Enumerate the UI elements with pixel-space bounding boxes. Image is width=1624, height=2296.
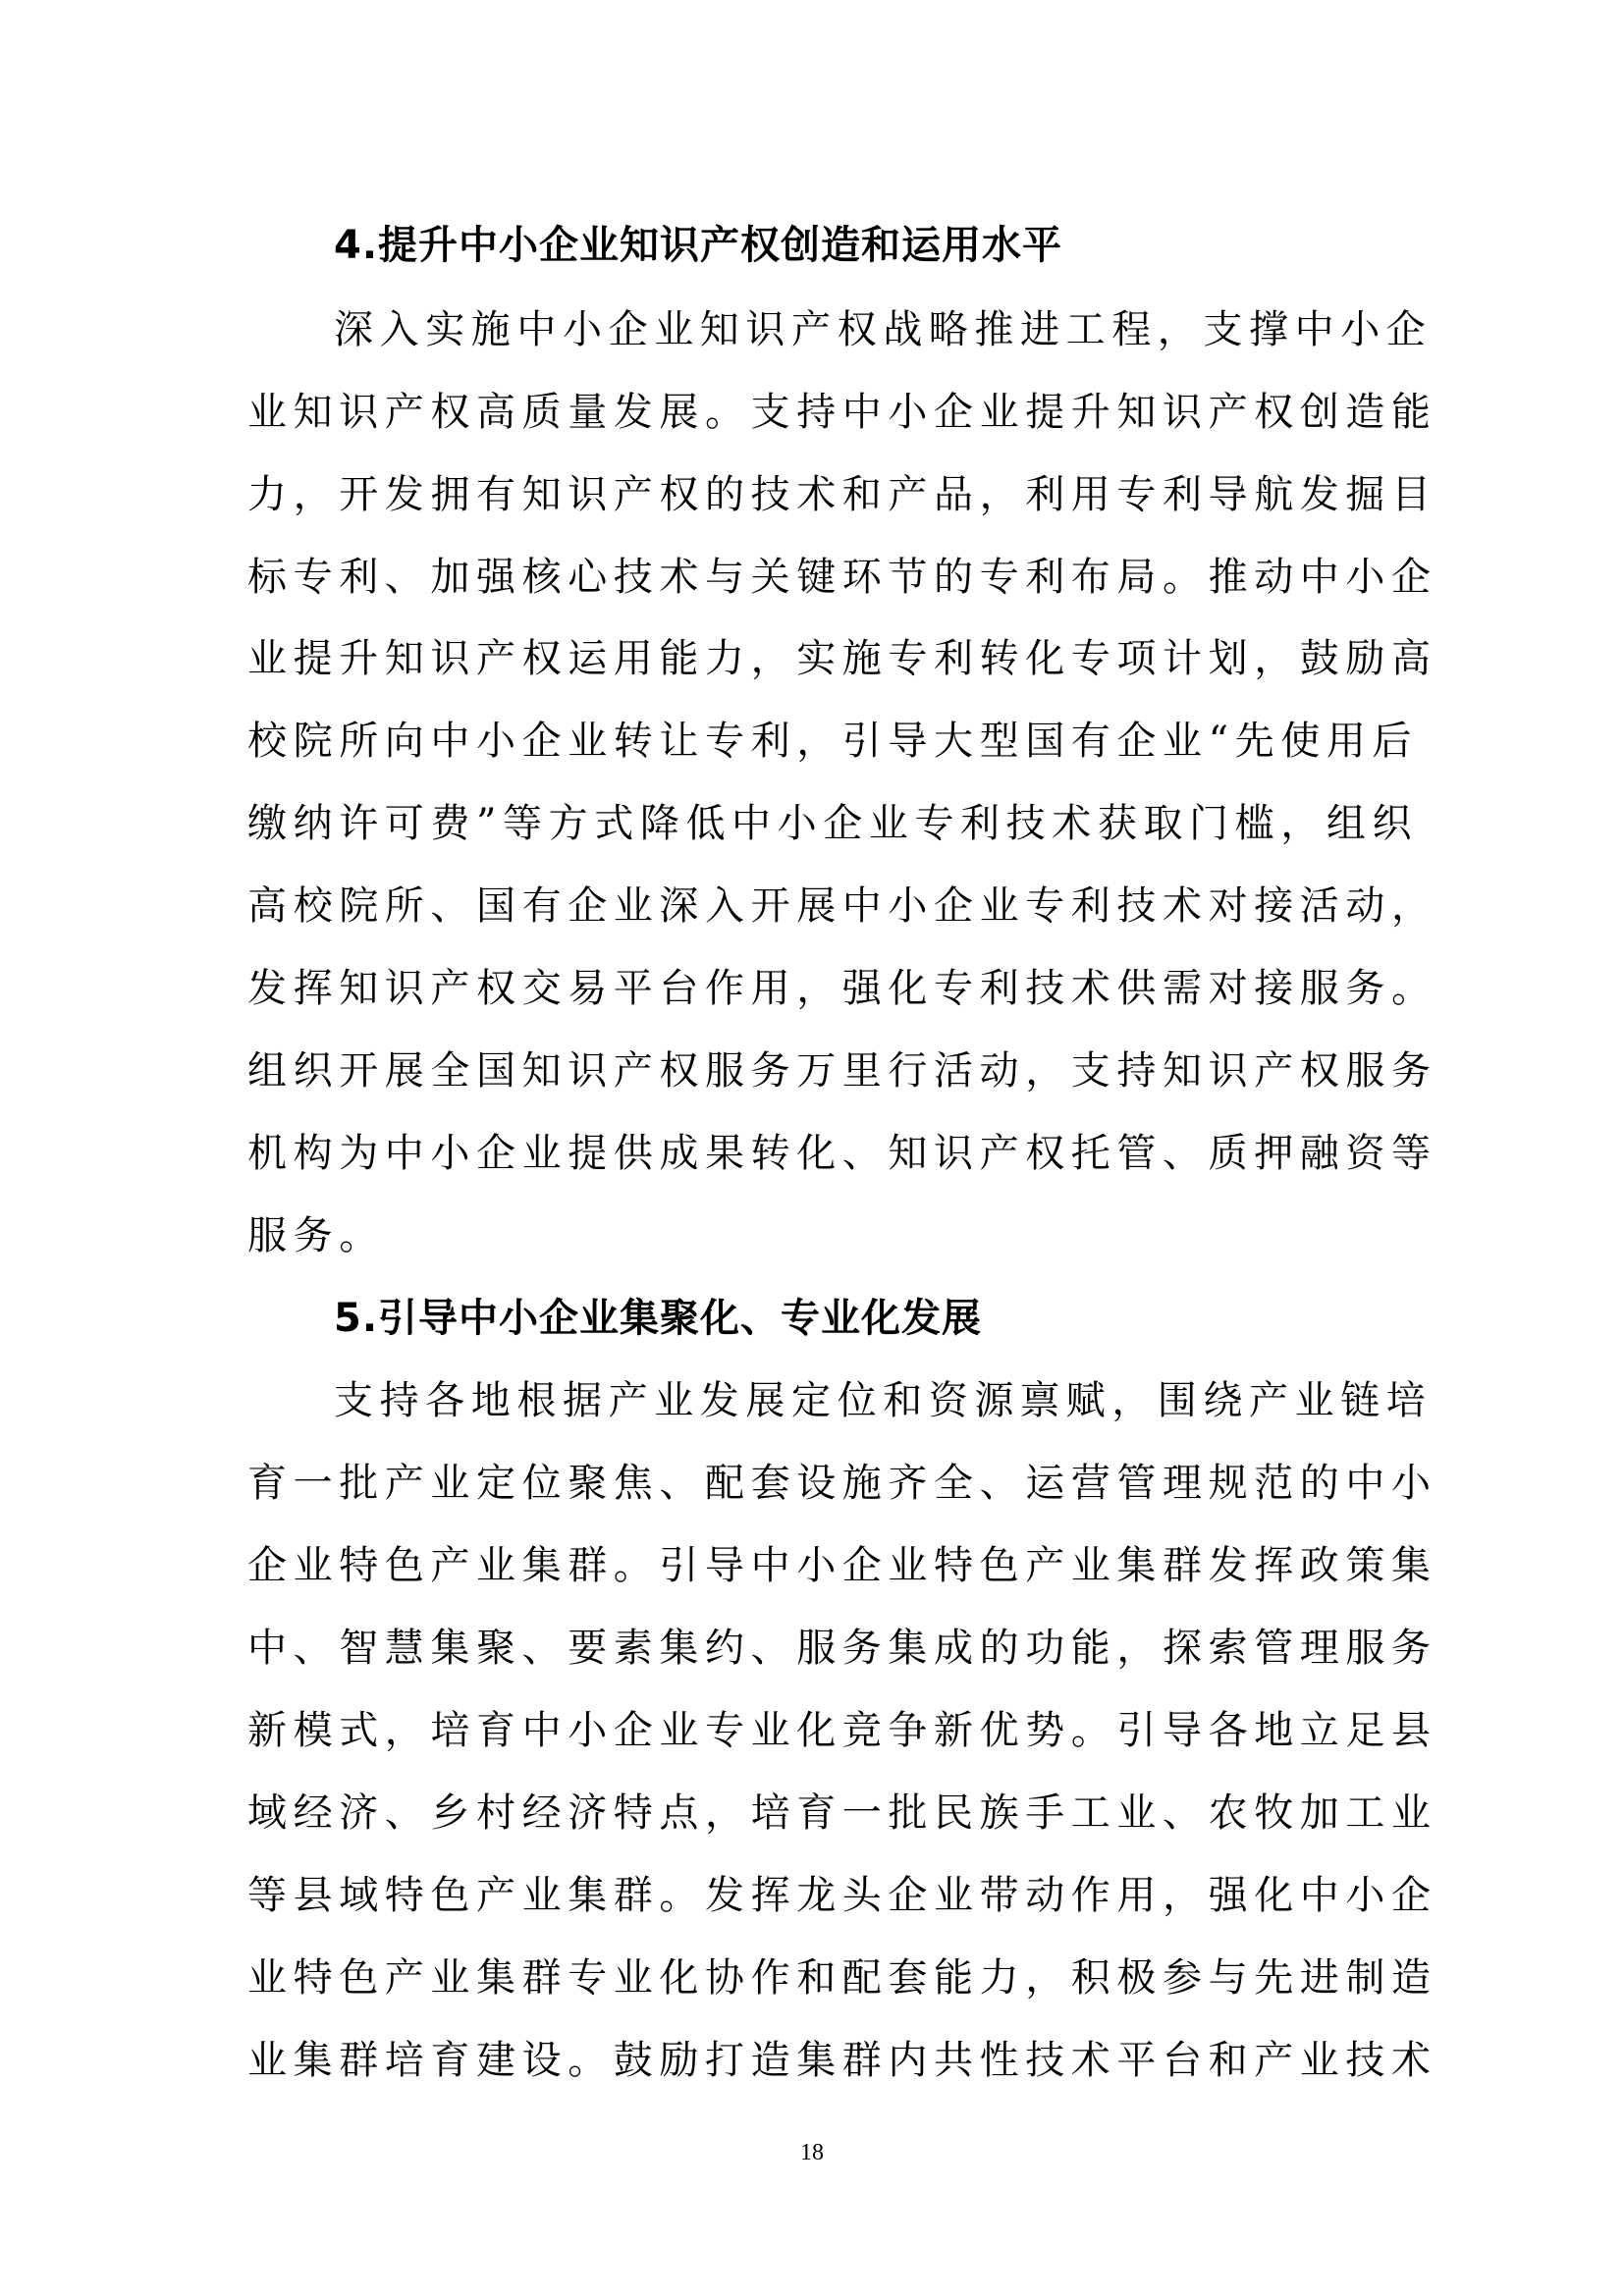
page-number: 18 bbox=[800, 2140, 824, 2165]
paragraph-line: 发挥知识产权交易平台作用，强化专利技术供需对接服务。 bbox=[247, 966, 1437, 1011]
paragraph-line: 力，开发拥有知识产权的技术和产品，利用专利导航发掘目 bbox=[247, 472, 1437, 517]
paragraph-line: 校院所向中小企业转让专利，引导大型国有企业“先使用后 bbox=[247, 719, 1419, 764]
paragraph-line: 机构为中小企业提供成果转化、知识产权托管、质押融资等 bbox=[247, 1131, 1437, 1176]
paragraph-line: 业提升知识产权运用能力，实施专利转化专项计划，鼓励高 bbox=[247, 636, 1437, 681]
paragraph-line: 标专利、加强核心技术与关键环节的专利布局。推动中小企 bbox=[247, 555, 1437, 600]
paragraph-line: 业集群培育建设。鼓励打造集群内共性技术平台和产业技术 bbox=[247, 2038, 1437, 2083]
paragraph-line: 育一批产业定位聚焦、配套设施齐全、运营管理规范的中小 bbox=[247, 1461, 1437, 1506]
paragraph-line: 等县域特色产业集群。发挥龙头企业带动作用，强化中小企 bbox=[247, 1873, 1437, 1918]
section-heading-4: 4.提升中小企业知识产权创造和运用水平 bbox=[334, 223, 1063, 268]
paragraph-line: 高校院所、国有企业深入开展中小企业专利技术对接活动， bbox=[247, 883, 1437, 929]
paragraph-line: 业知识产权高质量发展。支持中小企业提升知识产权创造能 bbox=[247, 390, 1437, 435]
paragraph-line: 组织开展全国知识产权服务万里行活动，支持知识产权服务 bbox=[247, 1048, 1437, 1094]
paragraph-line: 域经济、乡村经济特点，培育一批民族手工业、农牧加工业 bbox=[247, 1790, 1437, 1836]
paragraph-line: 新模式，培育中小企业专业化竞争新优势。引导各地立足县 bbox=[247, 1708, 1437, 1753]
section-heading-5: 5.引导中小企业集聚化、专业化发展 bbox=[334, 1296, 983, 1341]
paragraph-line: 深入实施中小企业知识产权战略推进工程，支撑中小企 bbox=[334, 307, 1433, 352]
paragraph-line: 业特色产业集群专业化协作和配套能力，积极参与先进制造 bbox=[247, 1955, 1437, 2001]
paragraph-line: 缴纳许可费”等方式降低中小企业专利技术获取门槛，组织 bbox=[247, 801, 1419, 846]
paragraph-line: 服务。 bbox=[247, 1213, 385, 1258]
paragraph-line: 支持各地根据产业发展定位和资源禀赋，围绕产业链培 bbox=[334, 1378, 1433, 1423]
paragraph-line: 企业特色产业集群。引导中小企业特色产业集群发挥政策集 bbox=[247, 1543, 1437, 1588]
paragraph-line: 中、智慧集聚、要素集约、服务集成的功能，探索管理服务 bbox=[247, 1626, 1437, 1671]
